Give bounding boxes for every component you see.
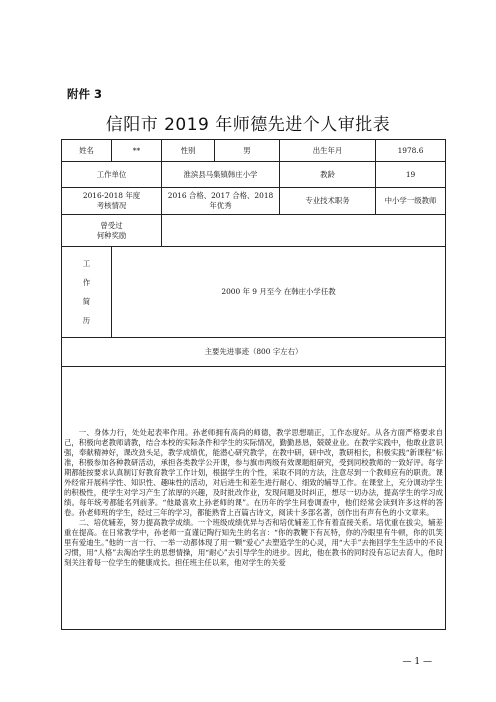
assessment-label	[62, 188, 162, 215]
page-number: — 1 —	[402, 657, 432, 667]
deeds-paragraph-2: 二、培优辅差，努力提高教学成绩。一个班级成绩优异与否和培优辅差工作有着直接关系。培优重在拔尖，辅差重在提高。在日常教学中，孙老师一直谨记陶行知先生的名言：“你的教鞭下有瓦特，你的冷眼里有牛顿，你的讥笑里有爱迪生。”他的一言一行、一举一动都体现了用一颗“爱心”去塑造学生的心灵，用“大手”去拖回学生生活中的不良习惯，用“人格”去淘冶学生的思想情操，用“耐心”去引导学生的进步。因此，他在教书的同时没有忘记去育人，他时刻关注着每一位学生的健康成长。担任班主任以来，他对学生的关爱	[64, 518, 444, 567]
birth-label: 出生年月	[280, 140, 376, 162]
row-awards	[62, 215, 446, 247]
birth-value: 1978.6	[376, 140, 446, 162]
professional-title-label: 专业技术职务	[280, 188, 376, 215]
attachment-label: 附件 3	[67, 87, 103, 101]
work-unit-label: 工作单位	[62, 162, 162, 188]
work-history-char: 历	[82, 316, 91, 325]
awards-label-line2: 何种奖励	[96, 230, 127, 240]
deeds-paragraph-1: 一、身体力行，处处起表率作用。孙老师拥有高尚的师德，教学思想端正，工作态度好。从各方面严格要求自己，积极向老教师请教，结合本校的实际条件和学生的实际情况，勤勤恳恳，兢兢业业。在教学实践中，他敢业意识强，奉献精神好，课改劲头足，教学成绩优，能潜心研究教学，在教中研，研中改，教研相长，积极实践“新课程”标准，积极参加各种教研活动，承担各类教学公开课，参与旗市两级有效课题组研究，受到同校教师的一致好评。每学期都能按要求认真制订好教育教学工作计划，根据学生的个性，采取不同的方法，注意尽到一个教师应有的职责。课外经常开展科学性、知识性、趣味性的活动，对后进生和差生进行耐心、细致的辅导工作。在课堂上，充分调动学生的积极性，使学生对学习产生了浓厚的兴趣，及时批改作业，发现问题及时纠正，想尽一切办法，提高学生的学习成绩。每年统考都能名列前茅。“他最喜欢上孙老师的课”。在历年的学生问卷调查中，他们经常会读到许多这样的答卷。孙老师班的学生，经过三年的学习，都能熟背上百篇古诗文，阅读十多部名著，创作出有声有色的小文章来。	[64, 428, 444, 517]
gender-label: 性别	[162, 140, 215, 162]
assessment-label-line1: 2016-2018 年度	[82, 191, 141, 200]
assessment-label-line2: 考核情况	[96, 201, 127, 210]
awards-label-line1: 曾受过	[100, 220, 123, 230]
assessment-value: 2016 合格、2017 合格、2018 年优秀	[162, 188, 280, 215]
work-history-value: 2000 年 9 月至今 在韩庄小学任教	[112, 247, 446, 338]
row-section-title	[62, 338, 446, 367]
row-work-history	[62, 247, 446, 338]
row-assessment	[62, 188, 446, 215]
deeds-section-title: 主要先进事迹（800 字左右）	[62, 338, 446, 367]
work-history-char: 工	[82, 259, 91, 268]
name-value: **	[112, 140, 162, 162]
row-work-unit	[62, 162, 446, 188]
work-unit-value: 淮滨县马集镇韩庄小学	[162, 162, 280, 188]
work-history-label	[62, 247, 112, 338]
teaching-years-label: 教龄	[280, 162, 376, 188]
teaching-years-value: 19	[376, 162, 446, 188]
row-basic-info	[62, 140, 446, 162]
gender-value: 男	[215, 140, 280, 162]
name-label: 姓名	[62, 140, 112, 162]
work-history-char: 作	[82, 278, 91, 287]
awards-value	[162, 215, 446, 247]
professional-title-value: 中小学一级教师	[376, 188, 446, 215]
form-title: 信阳市 2019 年师德先进个人审批表	[105, 115, 391, 135]
deeds-body	[62, 367, 446, 630]
awards-label	[62, 215, 162, 247]
row-deeds-body	[62, 367, 446, 630]
work-history-char: 简	[82, 297, 91, 306]
approval-form-table	[61, 139, 446, 630]
